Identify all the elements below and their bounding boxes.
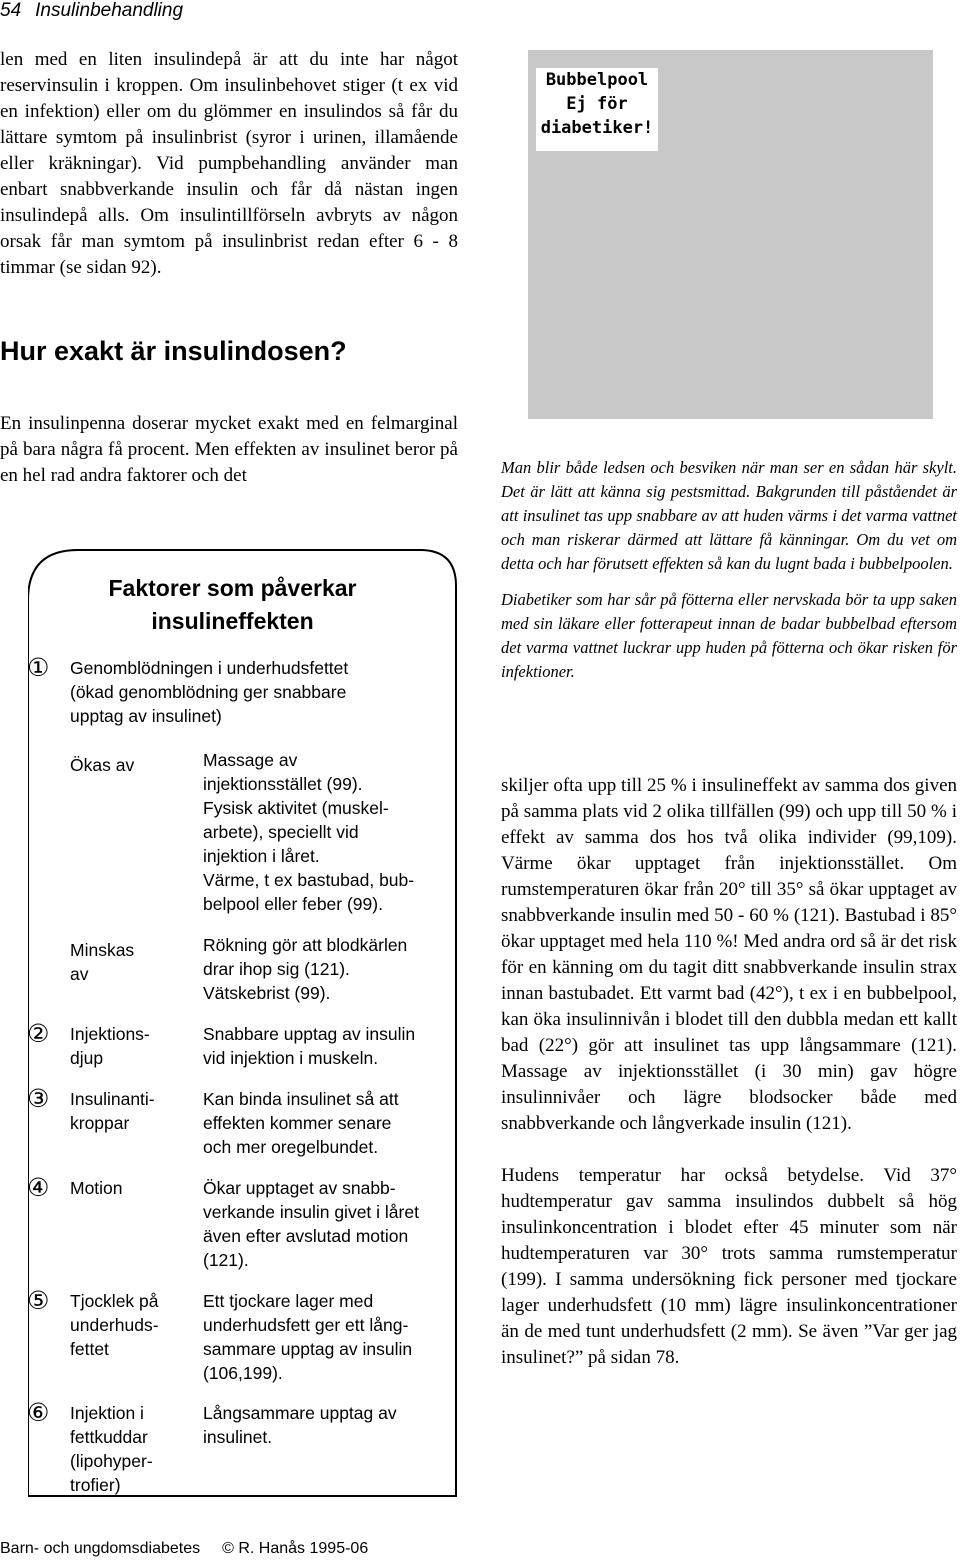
factor-4-number: ④: [27, 1174, 50, 1202]
text-line: kroppar: [70, 1113, 130, 1133]
sign-line: Ej för: [566, 94, 628, 114]
text-line: arbete), speciellt vid: [203, 822, 359, 842]
factor-3-text: [203, 1087, 453, 1159]
title-line: Faktorer som påverkar: [108, 575, 357, 601]
text-line: vid injektion i muskeln.: [203, 1048, 379, 1068]
page-header: [0, 0, 183, 22]
factor-3-number: ③: [27, 1085, 50, 1113]
text-line: sammare upptag av insulin: [203, 1339, 413, 1359]
text-line: (ökad genomblödning ger snabbare: [70, 682, 347, 702]
text-line: (106,199).: [203, 1363, 283, 1383]
text-line: Värme, t ex bastubad, bub-: [203, 870, 415, 890]
factor-5-number: ⑤: [27, 1287, 50, 1315]
text-line: insulinet.: [203, 1427, 273, 1447]
right-column: [501, 773, 957, 1397]
text-line: injektion i låret.: [203, 846, 320, 866]
increased-by-text: [203, 748, 453, 916]
text-line: upptag av insulinet): [70, 706, 222, 726]
text-line: Genomblödningen i underhudsfettet: [70, 658, 349, 678]
body-paragraph: En insulinpenna doserar mycket exakt med en felmarginal på bara några få procent. Men effekten av insulinet beror på en hel rad andra faktorer och det: [0, 413, 458, 486]
text-line: injektionsstället (99).: [203, 774, 363, 794]
text-line: även efter avslutad motion: [203, 1226, 409, 1246]
factor-6-number: ⑥: [27, 1399, 50, 1427]
page-footer: [0, 1540, 368, 1558]
caption-paragraph: Diabetiker som har sår på fötterna eller nervskada bör ta upp saken med sin läkare eller fotterapeut innan de badar bubbelbad eftersom det varma vattnet luckrar upp huden på fötterna och ökar risken för infektioner.: [501, 590, 957, 681]
footer-copyright: © R. Hanås 1995-06: [222, 1540, 369, 1557]
text-line: fettkuddar: [70, 1427, 148, 1447]
text-line: Insulinanti-: [70, 1089, 155, 1109]
text-line: (121).: [203, 1250, 249, 1270]
text-line: belpool eller feber (99).: [203, 894, 383, 914]
photo-caption: [501, 456, 957, 696]
text-line: Tjocklek på: [70, 1291, 159, 1311]
text-line: Motion: [70, 1178, 123, 1198]
text-line: underhudsfett ger ett lång-: [203, 1315, 409, 1335]
text-line: Injektion i: [70, 1403, 144, 1423]
factor-2-label: [70, 1022, 150, 1070]
text-line: Massage av: [203, 750, 298, 770]
text-line: Fysisk aktivitet (muskel-: [203, 798, 389, 818]
text-line: verkande insulin givet i låret: [203, 1202, 419, 1222]
factor-2-text: [203, 1022, 453, 1070]
text-line: drar ihop sig (121).: [203, 959, 350, 979]
decreased-by-text: [203, 933, 453, 1005]
intro-paragraph: len med en liten insulindepå är att du inte har något reservinsulin i kroppen. Om insulinbehovet stiger (t ex vid en infektion) eller om du glömmer en insulindos så får du lättare symtom på insulinbrist (syror i urinen, illamående eller kräkningar). Vid pumpbehandling använder man enbart snabbverkande insulin och får då nästan ingen insulindepå alls. Om insulintillförseln avbryts av någon orsak får man symtom på insulinbrist redan efter 6 - 8 timmar (se sidan 92).: [0, 49, 458, 278]
factor-1-text: [70, 656, 430, 728]
factor-6-label: [70, 1401, 153, 1497]
text-line: Snabbare upptag av insulin: [203, 1024, 416, 1044]
factor-4-label: [70, 1176, 123, 1200]
body-paragraph: skiljer ofta upp till 25 % i insulineffekt av samma dos given på samma plats vid 2 olika tillfällen (99) och upp till 50 % i effekt av samma dos hos två olika individer (99,109). Värme ökar upptaget från injektionsstället. Om rumstemperaturen ökar från 20° till 35° så ökar upptaget av snabbverkande insulin med 50 - 60 % (121). Bastubad i 85° ökar upptaget med hela 110 %! Med andra ord så är det risk för en känning om du tagit ditt snabbverkande insulin strax innan bastubadet. Ett varmt bad (42°), t ex i en bubbelpool, kan öka insulinnivån i blodet till den dubbla medan ett kallt bad (22°) gör att insulinet tas upp långsammare (121). Massage av injektionsstället (i 30 min) gav högre insulinnivåer och lägre blodsocker både med snabbverkande och långverkade insulin (121).: [501, 775, 957, 1134]
text-line: fettet: [70, 1339, 109, 1359]
factor-1-number: ①: [27, 654, 50, 682]
factor-5-label: [70, 1289, 159, 1361]
page-number: 54: [0, 0, 22, 21]
section-heading: Hur exakt är insulindosen?: [0, 336, 347, 366]
sign-line: Bubbelpool: [545, 70, 649, 90]
text-line: Vätskebrist (99).: [203, 983, 331, 1003]
text-line: Långsammare upptag av: [203, 1403, 397, 1423]
text-line: djup: [70, 1048, 104, 1068]
body-paragraph: Hudens temperatur har också betydelse. Vid 37° hudtemperatur gav samma insulindos dubbelt så hög insulinkoncentration i blodet efter 45 minuter som när hudtemperaturen var 30° trots samma rumstemperatur (199). I samma undersökning fick personer med tjockare lager underhudsfett (10 mm) lägre insulinkoncentrationer än de med tunt underhudsfett (2 mm). Se även ”Var ger jag insulinet?” på sidan 78.: [501, 1165, 957, 1368]
text-line: underhuds-: [70, 1315, 159, 1335]
increased-by-label: Ökas av: [70, 755, 135, 775]
factor-box-title: [60, 572, 405, 638]
text-line: trofier): [70, 1475, 121, 1495]
text-line: och mer oregelbundet.: [203, 1137, 379, 1157]
sign-line: diabetiker!: [540, 118, 654, 138]
text-line: effekten kommer senare: [203, 1113, 392, 1133]
text-line: (lipohyper-: [70, 1451, 153, 1471]
footer-book-title: Barn- och ungdomsdiabetes: [0, 1540, 201, 1557]
text-line: Kan binda insulinet så att: [203, 1089, 399, 1109]
running-title: Insulinbehandling: [35, 0, 184, 21]
factor-2-number: ②: [27, 1020, 50, 1048]
text-line: Injektions-: [70, 1024, 150, 1044]
factor-5-text: [203, 1289, 453, 1385]
text-line: Rökning gör att blodkärlen: [203, 935, 408, 955]
caption-paragraph: Man blir både ledsen och besviken när man ser en sådan här skylt. Det är lätt att känna sig pestsmittad. Bakgrunden till påståendet är att insulinet tas upp snabbare av att huden värms i det varma vattnet och man riskerar därmed att lättare få känningar. Om du vet om detta och har förutsett effekten så kan du lugnt bada i bubbelpoolen.: [501, 458, 957, 573]
decreased-by-label: [70, 938, 134, 986]
text-line: Ett tjockare lager med: [203, 1291, 374, 1311]
factor-4-text: [203, 1176, 453, 1272]
factor-3-label: [70, 1087, 155, 1135]
warning-sign: [536, 68, 658, 151]
title-line: insulineffekten: [151, 608, 314, 634]
text-line: Ökar upptaget av snabb-: [203, 1178, 396, 1198]
text-line: Minskas: [70, 940, 135, 960]
bubble-pool-photo: [528, 50, 933, 419]
factor-6-text: [203, 1401, 453, 1449]
text-line: av: [70, 964, 89, 984]
